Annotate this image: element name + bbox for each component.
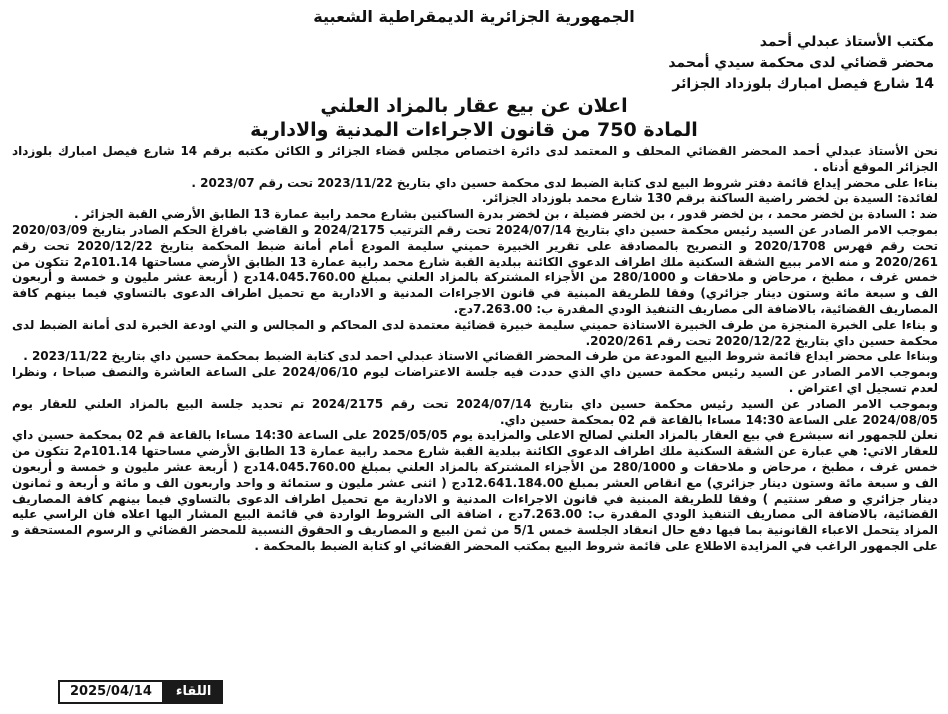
republic-heading: الجمهورية الجزائرية الديمقراطية الشعبية — [313, 7, 635, 26]
publication-footer — [52, 680, 223, 704]
paragraph-court-order: بموجب الامر الصادر عن السيد رئيس محكمة حسين داي بتاريخ 2024/07/14 تحت رقم الترتيب 2024/2175 و القاضي بافراغ الحكم الصادر بتاريخ 2020/03/09 تحت رقم فهرس 2020/1708 و التصريح بالمصادقة على تقرير الخبيرة حميني سليمة المودع أمام أمانة ضبط المحكمة بتاريخ 2020/12/22 تحت رقم 2020/261 و منه الامر ببيع الشقة السكنية ملك اطراف الدعوى الكائنة ببلدية القبة شارع محمد رابية عمارة 13 الطابق الأرضي مساحتها 101.14م2 تتكون من خمس غرف ، مطبخ ، مرحاض و ملاحقات و 280/1000 من الأجزاء المشتركة بالمزاد العلني بمبلغ 14.045.760.00دج ( أربعة عشر مليون و خمسة و أربعون الف و سبعة مائة وستون دينار جزائري) وفقا للطريقة المبنية في قانون الاجراءات المدنية و الادارية مع تحميل اطراف الدعوى بالتساوي فيما بينهم كافة المصاريف القضائية، بالاضافة الى مصاريف التنفيذ الودي المقدرة ب: 7.263.00دج. — [12, 222, 938, 316]
bailiff-office-block — [474, 32, 934, 95]
notice-title — [0, 94, 948, 142]
notice-body — [12, 144, 938, 555]
office-name: مكتب الأستاذ عبدلي أحمد — [759, 34, 934, 50]
paragraph-deposit: بناءا على محضر إيداع قائمة دفتر شروط البيع لدى كتابة الضبط لدى محكمة حسين داي بتاريخ 2023/11/22 تحت رقم 2023/07 . — [191, 175, 938, 190]
paragraph-intro: نحن الأستاذ عبدلي أحمد المحضر القضائي المحلف و المعتمد لدى دائرة اختصاص مجلس قضاء الجزائر و الكائن مكتبه برقم 14 شارع فيصل امبارك بلوزداد الجزائر الموقع أدناه . — [12, 144, 938, 174]
notice-title-line1: اعلان عن بيع عقار بالمزاد العلني — [320, 95, 628, 117]
paragraph-sale-session: وبموجب الامر الصادر عن السيد رئيس محكمة حسين داي بتاريخ 2024/07/14 تحت رقم 2024/2175 تم تحديد جلسة البيع بالمزاد العلني للعقار يوم 2024/08/05 على الساعة 14:30 مساءا بالقاعة قم 02 بمحكمة حسين داي. — [12, 396, 938, 427]
publication-date: 2025/04/14 — [58, 680, 164, 704]
paragraph-defendants: ضد : السادة بن لخضر محمد ، بن لخضر قدور ، بن لخضر فضيلة ، بن لخضر بدرة الساكنين بشارع محمد رابية عمارة 13 الطابق الأرضي القبة الجزائر . — [73, 207, 938, 222]
office-address: 14 شارع فيصل امبارك بلوزداد الجزائر — [672, 76, 934, 92]
paragraph-announcement: نعلن للجمهور انه سيشرع في بيع العقار بالمزاد العلني لصالح الاعلى والمزايدة يوم 2025/05/05 على الساعة 14:30 مساءا بالقاعة قم 02 بمحكمة حسين داي للعقار الاتي: هي عبارة عن الشقة السكنية ملك اطراف الدعوى الكائنة ببلدية القبة شارع محمد رابية عمارة 13 الطابق الأرضي مساحتها 101.14م2 تتكون من خمس غرف ، مطبخ ، مرحاض و ملاحقات و 280/1000 من الأجزاء المشتركة بالمزاد العلني بمبلغ 14.045.760.00دج ( أربعة عشر مليون و خمسة و أربعون الف و سبعة مائة وستون دينار جزائري) مع انقاص العشر بمبلغ 12.641.184.00دج ( اثنى عشر مليون و ستمائة و واحد واربعون الف و مائة و أربعة و ثمانون دينار جزائري و صفر سنتيم ) وفقا للطريقة المبنية في قانون الاجراءات المدنية و الادارية مع تحميل اطراف الدعوى بالتساوي فيما بينهم كافة المصاريف القضائية، بالاضافة الى مصاريف التنفيذ الودي المقدرة ب: 7.263.00دج ، اضافة الى الشروط الواردة في قائمة البيع المشار اليها اعلاه فان الراسي عليه المزاد يتحمل الاعباء القانونية بما فيها دفع حال انعقاد الجلسة خمس 5/1 من ثمن البيع و المصاريف و الحقوق النسبية للمحضر القضائي و الرسوم المستحقة و على الجمهور الراغب في المزايدة الاطلاع على قائمة شروط البيع بمكتب المحضر القضائي او كتابة الضبط بالمحكمة . — [12, 428, 938, 553]
paragraph-conditions-list: وبناءا على محضر ايداع قائمة شروط البيع المودعة من طرف المحضر القضائي الاستاذ عبدلي احمد لدى كتابة الضبط بمحكمة حسين داي بتاريخ 2023/11/22 . — [23, 349, 938, 364]
office-court: محضر قضائي لدى محكمة سيدي أمحمد — [668, 55, 934, 71]
paragraph-expertise: و بناءا على الخبرة المنجزة من طرف الخبيرة الاستاذة حميني سليمة خبيرة قضائية معتمدة لدى المحاكم و المجالس و التي اودعة الخبرة لدى أمانة الضبط لدى محكمة حسين داي بتاريخ 2020/12/22 تحت رقم 2020/261. — [12, 317, 938, 348]
notice-title-line2: المادة 750 من قانون الاجراءات المدنية والادارية — [250, 119, 698, 141]
paragraph-beneficiary: لفائدة: السيدة بن لخضر راضية الساكنة برقم 130 شارع محمد بلوزداد الجزائر. — [481, 191, 938, 206]
publication-name: اللقاء — [164, 680, 224, 704]
paragraph-objections: وبموجب الامر الصادر عن السيد رئيس محكمة حسين داي الذي حددت فيه جلسة الاعتراضات ليوم 2024/06/10 على الساعة العاشرة والنصف صباحا ، ونظرا لعدم تسجيل اي اعتراض . — [12, 365, 939, 395]
